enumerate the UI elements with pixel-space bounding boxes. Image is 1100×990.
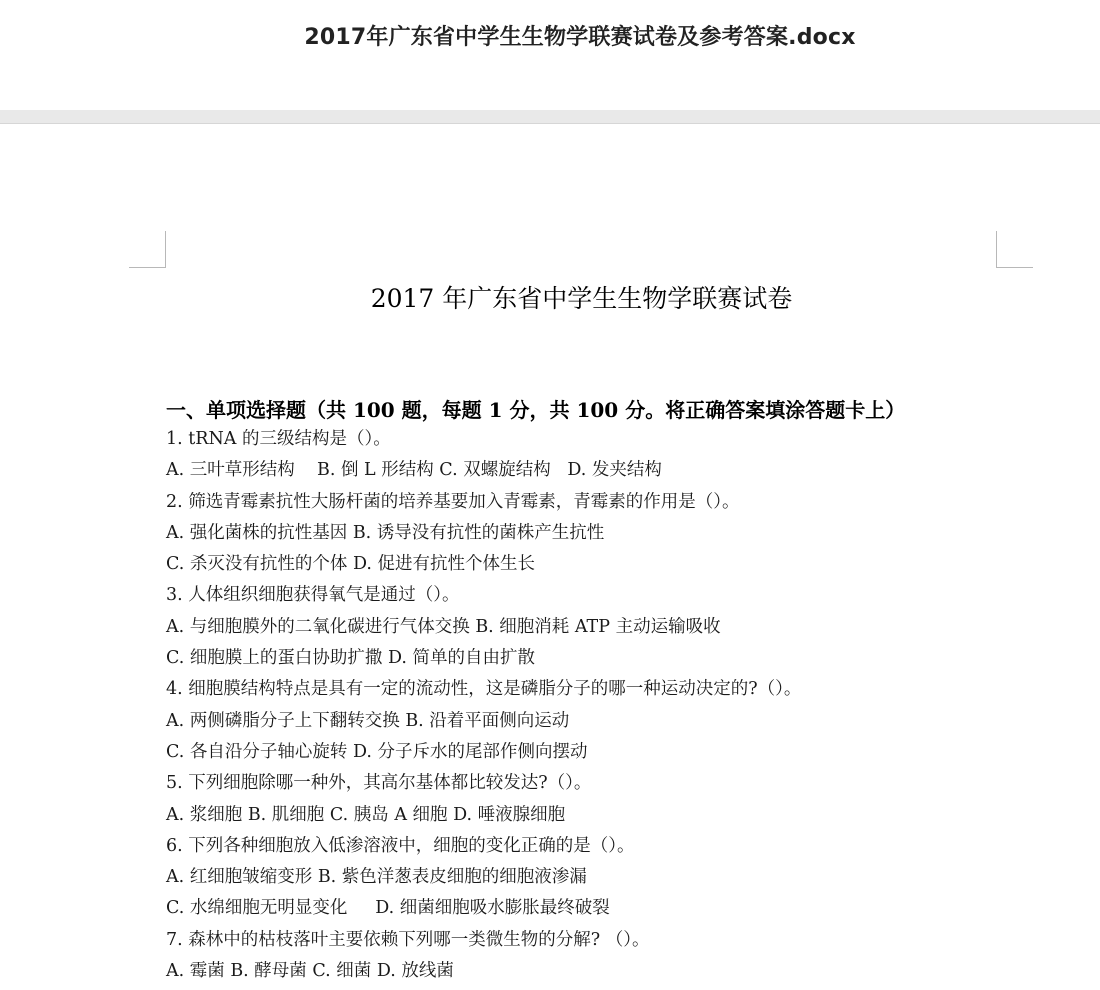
question-line: C. 水绵细胞无明显变化 D. 细菌细胞吸水膨胀最终破裂 [166, 898, 610, 919]
question-line: A. 霉菌 B. 酵母菌 C. 细菌 D. 放线菌 [166, 961, 454, 982]
question-line: A. 浆细胞 B. 肌细胞 C. 胰岛 A 细胞 D. 唾液腺细胞 [166, 804, 566, 825]
question-line: 5. 下列细胞除哪一种外，其高尔基体都比较发达?（）。 [166, 773, 592, 794]
question-line: C. 细胞膜上的蛋白协助扩撒 D. 简单的自由扩散 [166, 648, 535, 669]
question-line: A. 与细胞膜外的二氧化碳进行气体交换 B. 细胞消耗 ATP 主动运输吸收 [166, 616, 721, 637]
question-line: A. 两侧磷脂分子上下翻转交换 B. 沿着平面侧向运动 [166, 710, 570, 731]
question-line: 7. 森林中的枯枝落叶主要依赖下列哪一类微生物的分解? （）。 [166, 929, 650, 950]
question-line: 1. tRNA 的三级结构是（）。 [166, 429, 391, 449]
document-header-bar [0, 0, 1100, 110]
question-line: 4. 细胞膜结构特点是具有一定的流动性，这是磷脂分子的哪一种运动决定的?（）。 [166, 679, 802, 700]
question-line: C. 各自沿分子轴心旋转 D. 分子斥水的尾部作侧向摆动 [166, 741, 588, 762]
document-page [0, 124, 1100, 990]
question-line: A. 三叶草形结构 B. 倒 L 形结构 C. 双螺旋结构 D. 发夹结构 [166, 460, 662, 481]
file-title: 2017年广东省中学生生物学联赛试卷及参考答案.docx [304, 25, 856, 50]
question-line: 2. 筛选青霉素抗性大肠杆菌的培养基要加入青霉素，青霉素的作用是（）。 [166, 491, 740, 512]
document-title: 2017 年广东省中学生生物学联赛试卷 [370, 284, 793, 313]
question-list [166, 424, 1066, 987]
question-line: A. 强化菌株的抗性基因 B. 诱导没有抗性的菌株产生抗性 [166, 522, 605, 543]
question-line: 6. 下列各种细胞放入低渗溶液中，细胞的变化正确的是（）。 [166, 835, 635, 856]
question-line: 3. 人体组织细胞获得氧气是通过（）。 [166, 585, 460, 606]
margin-corner-mark-right [996, 231, 1033, 268]
margin-corner-mark-left [129, 231, 166, 268]
section-heading: 一、单项选择题（共 100 题，每题 1 分，共 100 分。将正确答案填涂答题卡上） [166, 398, 906, 422]
question-line: C. 杀灭没有抗性的个体 D. 促进有抗性个体生长 [166, 554, 535, 575]
page-separator [0, 110, 1100, 124]
question-line: A. 红细胞皱缩变形 B. 紫色洋葱表皮细胞的细胞液渗漏 [166, 867, 587, 888]
